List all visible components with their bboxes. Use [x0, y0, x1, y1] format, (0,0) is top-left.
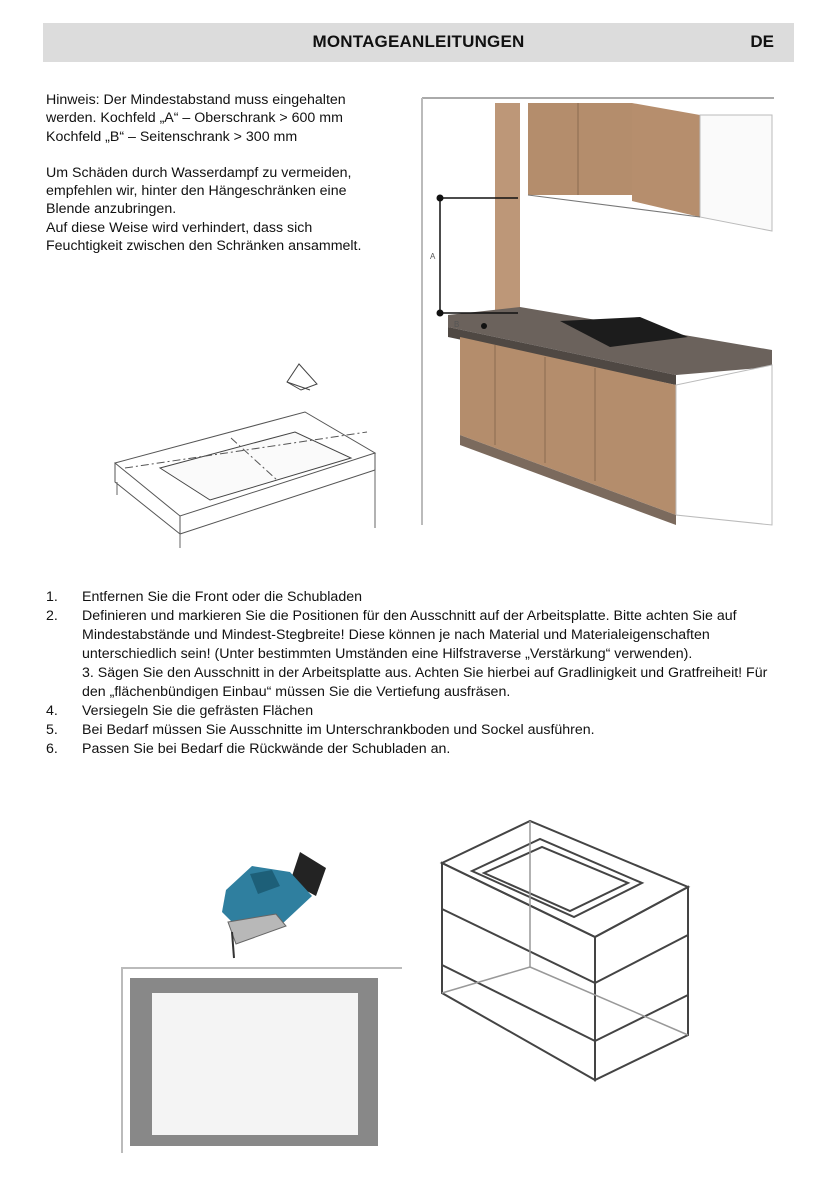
intro-line: Auf diese Weise wird verhindert, dass sich [46, 219, 313, 236]
intro-line: Feuchtigkeit zwischen den Schränken ansammelt. [46, 238, 362, 255]
intro-line: empfehlen wir, hinter den Hängeschränken eine [46, 183, 347, 200]
cutout-panel-illustration [120, 960, 405, 1155]
jigsaw-illustration [212, 850, 332, 960]
instruction-steps [46, 588, 786, 759]
step-number: 2. [46, 608, 58, 624]
step-text: Entfernen Sie die Front oder die Schubladen [82, 589, 362, 605]
intro-line: werden. Kochfeld „A“ – Oberschrank > 600 mm [46, 110, 343, 127]
step-number: 1. [46, 589, 58, 605]
step-text: Definieren und markieren Sie die Positionen für den Ausschnitt auf der Arbeitsplatte. Bitte achten Sie auf Mindestabstände und Mindest-Stegbreite! Diese können je nach Material und Materialeigenschaften unterschiedlich sein! (Unter bestimmten Umständen eine Hilfstraverse „Verstärkung“ verwenden). [82, 608, 737, 662]
intro-line: Hinweis: Der Mindestabstand muss eingehalten [46, 92, 346, 108]
cabinet-wireframe-illustration [430, 815, 700, 1090]
step-sub-text: 3. Sägen Sie den Ausschnitt in der Arbeitsplatte aus. Achten Sie hierbei auf Gradlinigkeit und Gratfreiheit! Für den „flächenbündigen Einbau“ müssen Sie die Vertiefung ausfräsen. [82, 665, 768, 700]
page-title: MONTAGEANLEITUNGEN [312, 32, 525, 51]
step-number: 5. [46, 722, 58, 738]
step-item [46, 588, 786, 607]
page-header [43, 23, 794, 62]
intro-line: Um Schäden durch Wasserdampf zu vermeiden, [46, 164, 352, 181]
step-text: Bei Bedarf müssen Sie Ausschnitte im Unterschrankboden und Sockel ausführen. [82, 722, 595, 738]
step-item [46, 740, 786, 759]
intro-line: Kochfeld „B“ – Seitenschrank > 300 mm [46, 128, 298, 145]
step-item [46, 607, 786, 702]
step-item [46, 721, 786, 740]
intro-line: Blende anzubringen. [46, 201, 177, 218]
intro-text [46, 91, 416, 255]
step-text: Versiegeln Sie die gefrästen Flächen [82, 703, 314, 719]
dimension-label-b: B [454, 320, 460, 329]
step-number: 4. [46, 703, 58, 719]
language-code: DE [750, 32, 774, 51]
countertop-marking-illustration [105, 360, 390, 550]
dimension-label-a: A [430, 252, 436, 261]
step-number: 6. [46, 741, 58, 757]
step-item [46, 702, 786, 721]
kitchen-cabinet-illustration [420, 95, 780, 530]
step-text: Passen Sie bei Bedarf die Rückwände der Schubladen an. [82, 741, 451, 757]
